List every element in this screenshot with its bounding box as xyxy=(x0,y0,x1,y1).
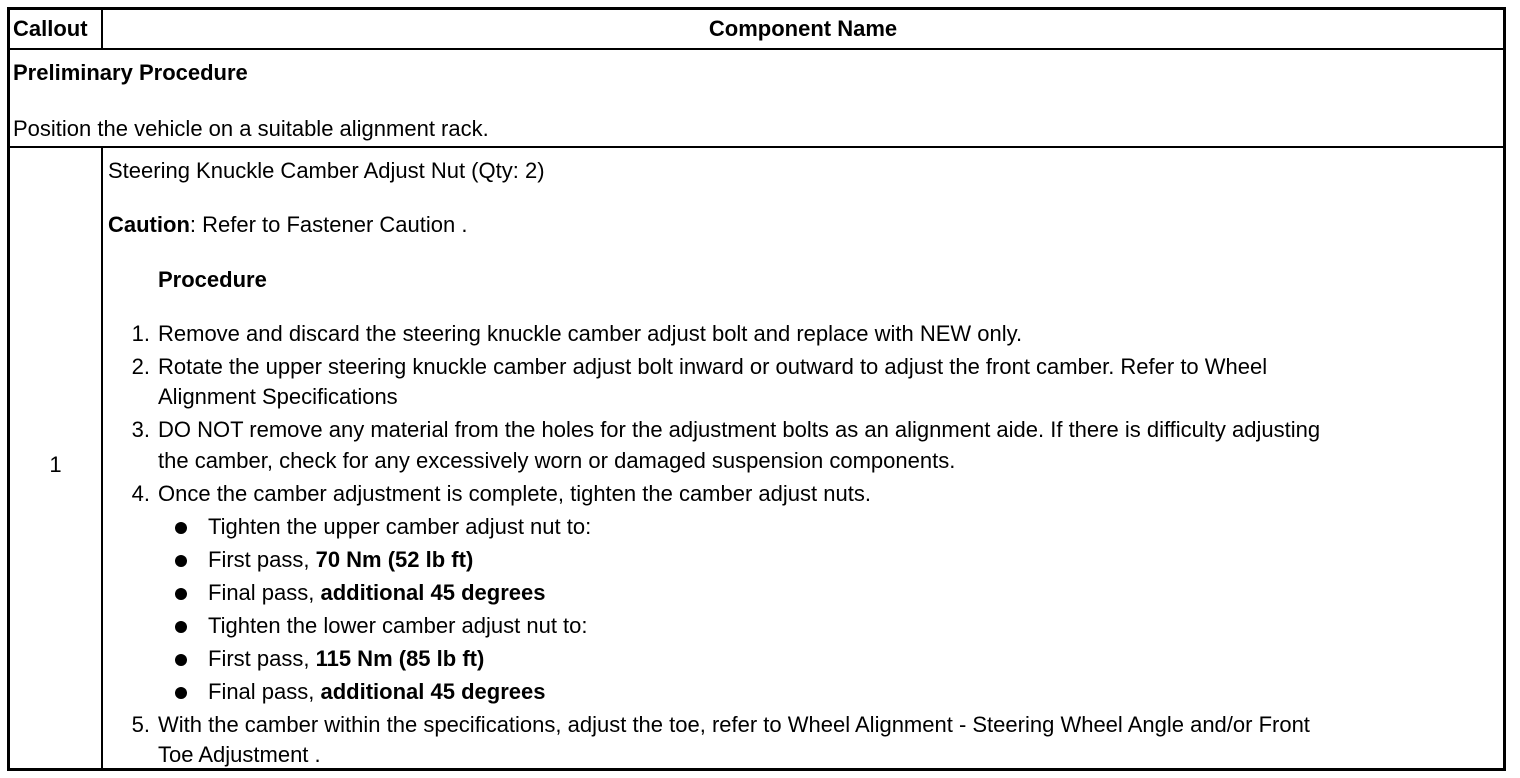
callout-cell xyxy=(10,148,103,768)
bullet-icon xyxy=(175,555,187,567)
bullet-icon xyxy=(175,522,187,534)
step-number: 4. xyxy=(131,481,150,506)
component-name: Steering Knuckle Camber Adjust Nut (Qty: 2) xyxy=(108,158,545,183)
caution-note xyxy=(108,212,467,238)
procedure-title: Procedure xyxy=(158,267,267,292)
step-number: 5. xyxy=(131,712,150,737)
component-name-column-header: Component Name xyxy=(708,16,898,41)
bullet-item: Final pass, additional 45 degrees xyxy=(208,580,546,605)
bullet-icon xyxy=(175,654,187,666)
table-header-row xyxy=(10,10,1503,50)
procedure-table xyxy=(7,7,1506,771)
step-text: Once the camber adjustment is complete, tighten the camber adjust nuts. xyxy=(158,481,871,506)
caution-text: : Refer to Fastener Caution . xyxy=(189,212,468,237)
step-text: Remove and discard the steering knuckle camber adjust bolt and replace with NEW only. xyxy=(158,321,1023,346)
bullet-icon xyxy=(175,588,187,600)
component-cell xyxy=(108,148,1503,768)
step-text: Toe Adjustment . xyxy=(158,742,321,767)
bullet-item: First pass, 115 Nm (85 lb ft) xyxy=(208,646,485,671)
caution-label: Caution xyxy=(108,212,190,237)
step-text: Rotate the upper steering knuckle camber adjust bolt inward or outward to adjust the front camber. Refer to Wheel xyxy=(158,354,1268,379)
callout-number: 1 xyxy=(49,452,62,477)
table-row xyxy=(10,148,1503,768)
step-number: 2. xyxy=(131,354,150,379)
preliminary-procedure-row xyxy=(10,50,1503,148)
step-number: 3. xyxy=(131,417,150,442)
preliminary-procedure-title: Preliminary Procedure xyxy=(13,60,248,85)
bullet-item: Final pass, additional 45 degrees xyxy=(208,679,546,704)
bullet-item: Tighten the upper camber adjust nut to: xyxy=(208,514,592,539)
step-number: 1. xyxy=(131,321,150,346)
preliminary-procedure-text: Position the vehicle on a suitable alignment rack. xyxy=(13,116,489,141)
bullet-icon xyxy=(175,687,187,699)
step-text: With the camber within the specifications, adjust the toe, refer to Wheel Alignment - Steering Wheel Angle and/or Front xyxy=(158,712,1310,737)
bullet-icon xyxy=(175,621,187,633)
step-text: Alignment Specifications xyxy=(158,384,398,409)
callout-column-header: Callout xyxy=(10,10,103,48)
step-text: DO NOT remove any material from the holes for the adjustment bolts as an alignment aide. If there is difficulty adjusting xyxy=(158,417,1321,442)
bullet-item: Tighten the lower camber adjust nut to: xyxy=(208,613,588,638)
bullet-item: First pass, 70 Nm (52 lb ft) xyxy=(208,547,474,572)
step-text: the camber, check for any excessively worn or damaged suspension components. xyxy=(158,448,956,473)
